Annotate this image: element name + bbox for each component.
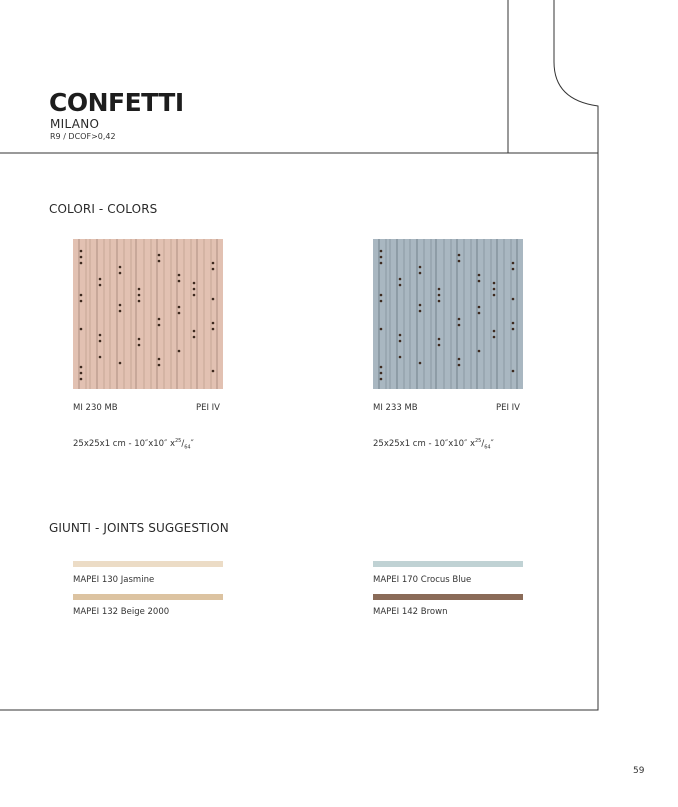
tile-dot <box>99 356 102 359</box>
tile-dot <box>419 362 422 365</box>
joint-label-4: MAPEI 142 Brown <box>373 607 448 617</box>
tile-dot <box>80 250 83 253</box>
tile-dot <box>380 366 383 369</box>
joint-swatch-3 <box>373 561 523 567</box>
tile-background <box>373 239 523 389</box>
tile-dot <box>380 300 383 303</box>
tile-dot <box>212 322 215 325</box>
tile-dot <box>80 256 83 259</box>
tile-dot <box>458 254 461 257</box>
tile-dot <box>193 282 196 285</box>
tile-dot <box>158 318 161 321</box>
tile-dot <box>80 378 83 381</box>
joint-label-1: MAPEI 130 Jasmine <box>73 575 155 585</box>
size-end: ″ <box>190 438 194 449</box>
tile-dot <box>80 300 83 303</box>
joint-swatch-4 <box>373 594 523 600</box>
tile-dot <box>438 300 441 303</box>
size-frac-den: 64 <box>184 444 191 451</box>
tile-dot <box>419 304 422 307</box>
joint-swatch-1 <box>73 561 223 567</box>
tile-dot <box>119 362 122 365</box>
tile-dot <box>478 274 481 277</box>
tile-dot <box>99 278 102 281</box>
product-specs: R9 / DCOF>0,42 <box>50 132 116 141</box>
tile-dot <box>493 282 496 285</box>
size-frac-den: 64 <box>484 444 491 451</box>
tile-pei-2: PEI IV <box>495 403 520 413</box>
tile-dot <box>458 358 461 361</box>
tile-dot <box>99 340 102 343</box>
page-number: 59 <box>633 766 645 776</box>
size-frac-num: 25 <box>174 438 182 444</box>
joint-label-3: MAPEI 170 Crocus Blue <box>373 575 472 585</box>
size-frac-num: 25 <box>474 438 482 444</box>
size-end: ″ <box>490 438 494 449</box>
tile-dot <box>212 298 215 301</box>
tile-dot <box>138 288 141 291</box>
tile-dot <box>212 262 215 265</box>
tile-dot <box>138 338 141 341</box>
tile-dot <box>80 366 83 369</box>
tile-dot <box>458 324 461 327</box>
tile-size-1: 25x25x1 cm - 10″x10″ $x^{25}/_{64}''$ <box>73 438 194 451</box>
tile-dot <box>80 294 83 297</box>
tile-dot <box>380 372 383 375</box>
tile-dot <box>380 250 383 253</box>
tile-code-2: MI 233 MB <box>373 403 418 413</box>
tile-dot <box>80 262 83 265</box>
tile-dot <box>419 310 422 313</box>
tile-dot <box>138 344 141 347</box>
size-text: 25x25x1 cm - 10″x10″ x <box>373 438 475 449</box>
tile-dot <box>178 350 181 353</box>
tile-size-2: 25x25x1 cm - 10″x10″ $x^{25}/_{64}''$ <box>373 438 494 451</box>
tile-dot <box>212 268 215 271</box>
tile-dot <box>493 288 496 291</box>
tile-dot <box>212 328 215 331</box>
tile-dot <box>80 372 83 375</box>
tile-dot <box>158 254 161 257</box>
tile-dot <box>178 306 181 309</box>
tile-swatch-1 <box>73 239 223 389</box>
tile-pei-1: PEI IV <box>195 403 220 413</box>
tile-dot <box>158 260 161 263</box>
tile-dot <box>178 280 181 283</box>
tile-dot <box>478 306 481 309</box>
tile-dot <box>493 330 496 333</box>
tile-dot <box>458 364 461 367</box>
tile-dot <box>193 288 196 291</box>
tile-dot <box>399 278 402 281</box>
tile-dot <box>438 288 441 291</box>
tile-dot <box>380 262 383 265</box>
tile-dot <box>512 322 515 325</box>
tile-dot <box>99 284 102 287</box>
tile-dot <box>119 266 122 269</box>
tile-dot <box>138 300 141 303</box>
tile-dot <box>512 262 515 265</box>
tile-dot <box>438 338 441 341</box>
tile-dot <box>138 294 141 297</box>
tile-dot <box>512 370 515 373</box>
product-subtitle: MILANO <box>50 117 100 131</box>
tile-dot <box>512 328 515 331</box>
tile-dot <box>212 370 215 373</box>
tile-dot <box>158 324 161 327</box>
tile-dot <box>438 294 441 297</box>
tile-dot <box>380 294 383 297</box>
tile-dot <box>399 356 402 359</box>
tile-dot <box>99 334 102 337</box>
tile-dot <box>438 344 441 347</box>
tile-dot <box>478 280 481 283</box>
tile-dot <box>512 268 515 271</box>
tile-dot <box>193 294 196 297</box>
tile-dot <box>80 328 83 331</box>
joint-swatch-2 <box>73 594 223 600</box>
tile-dot <box>119 304 122 307</box>
tile-dot <box>399 334 402 337</box>
tile-dot <box>458 318 461 321</box>
tile-swatch-2 <box>373 239 523 389</box>
tile-dot <box>193 336 196 339</box>
tile-dot <box>493 336 496 339</box>
tile-background <box>73 239 223 389</box>
tile-dot <box>119 310 122 313</box>
tile-dot <box>399 340 402 343</box>
tile-dot <box>178 274 181 277</box>
tile-code-1: MI 230 MB <box>73 403 118 413</box>
size-text: 25x25x1 cm - 10″x10″ x <box>73 438 175 449</box>
tile-dot <box>478 312 481 315</box>
tile-dot <box>193 330 196 333</box>
tile-dot <box>493 294 496 297</box>
tile-dot <box>478 350 481 353</box>
colors-heading: COLORI - COLORS <box>49 202 158 216</box>
tile-dot <box>178 312 181 315</box>
tile-dot <box>380 256 383 259</box>
tile-dot <box>380 328 383 331</box>
joints-heading: GIUNTI - JOINTS SUGGESTION <box>49 521 229 535</box>
tile-dot <box>158 364 161 367</box>
tile-dot <box>119 272 122 275</box>
tile-dot <box>419 266 422 269</box>
tile-dot <box>458 260 461 263</box>
tile-dot <box>512 298 515 301</box>
tile-dot <box>158 358 161 361</box>
joint-label-2: MAPEI 132 Beige 2000 <box>73 607 170 617</box>
tile-dot <box>380 378 383 381</box>
tile-dot <box>419 272 422 275</box>
tile-dot <box>399 284 402 287</box>
product-title: CONFETTI <box>49 88 184 117</box>
